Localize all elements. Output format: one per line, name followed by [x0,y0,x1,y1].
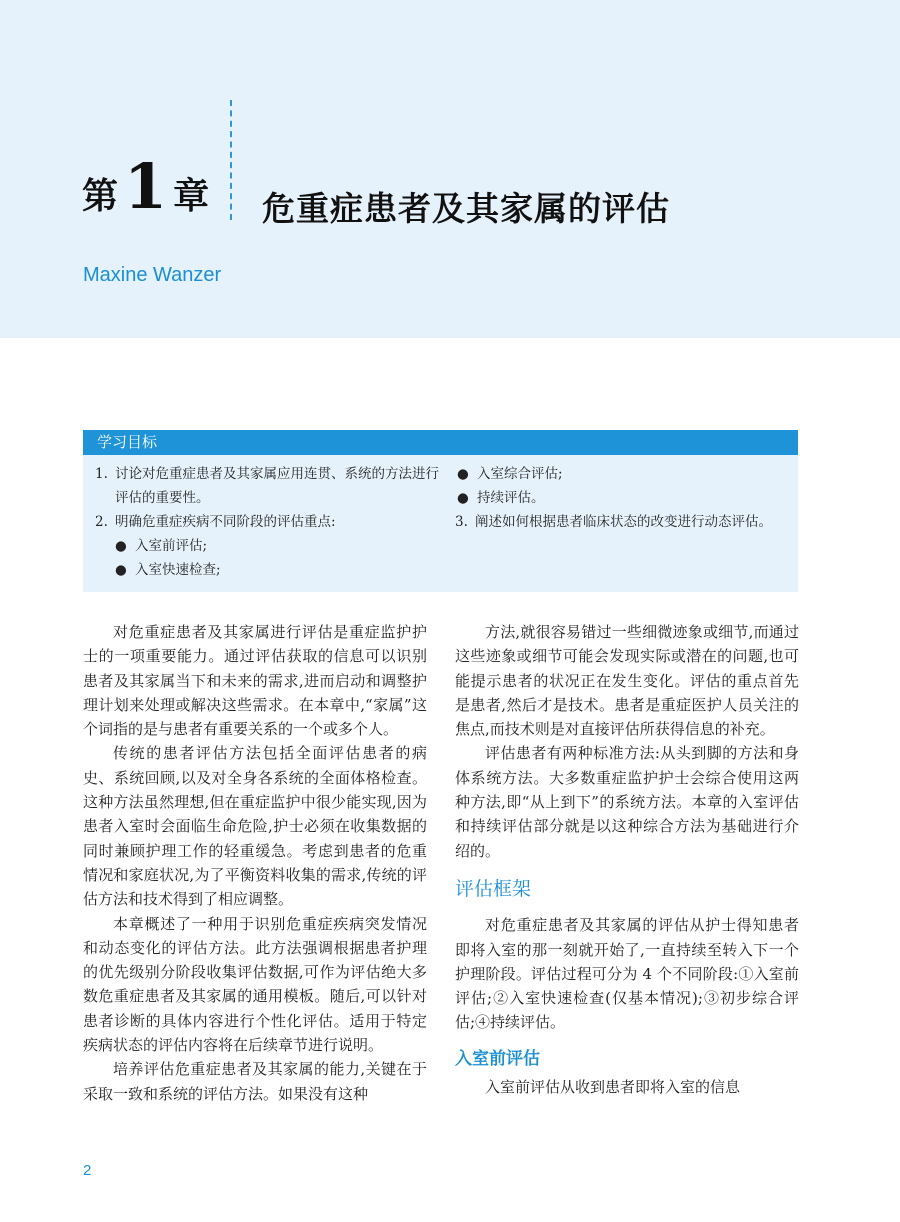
chapter-label [82,150,210,226]
body-paragraph: 评估患者有两种标准方法:从头到脚的方法和身体系统方法。大多数重症监护护士会综合使用这两种方法,即“从上到下”的系统方法。本章的入室评估和持续评估部分就是以这种综合方法为基础进行介绍的。 [455,744,799,860]
author-name: Maxine Wanzer [83,264,222,286]
objective-item [95,462,445,510]
objectives-right-column [455,462,795,534]
objective-text: 阐述如何根据患者临床状态的改变进行动态评估。 [475,514,772,530]
objective-bullet [455,462,795,486]
body-paragraph: 方法,就很容易错过一些细微迹象或细节,而通过这些迹象或细节可能会发现实际或潜在的问题,也可能提示患者的状况正在发生变化。评估的重点首先是患者,然后才是技术。患者是重症医护人员关注的焦点,而技术则是对直接评估所获得信息的补充。 [455,623,799,739]
chapter-prefix: 第 [82,175,119,217]
bullet-icon: ● [457,466,469,482]
body-paragraph: 培养评估危重症患者及其家属的能力,关键在于采取一致和系统的评估方法。如果没有这种 [83,1060,427,1103]
bullet-icon: ● [115,562,127,578]
bullet-icon: ● [457,490,469,506]
objective-number: 2. [95,514,108,530]
section-heading: 评估框架 [455,877,532,900]
body-paragraph: 本章概述了一种用于识别危重症疾病突发情况和动态变化的评估方法。此方法强调根据患者护理的优先级别分阶段收集评估数据,可作为评估绝大多数危重症患者及其家属的通用模板。随后,可以针对患者诊断的具体内容进行个性化评估。适用于特定疾病状态的评估内容将在后续章节进行说明。 [83,914,427,1055]
title-divider [230,100,232,220]
bullet-text: 入室快速检查; [135,562,221,578]
objective-number: 3. [455,514,468,530]
objective-text: 明确危重症疾病不同阶段的评估重点: [115,514,336,530]
bullet-text: 持续评估。 [477,490,545,506]
learning-objectives-box [83,430,798,592]
body-paragraph: 对危重症患者及其家属进行评估是重症监护护士的一项重要能力。通过评估获取的信息可以识别患者及其家属当下和未来的需求,进而启动和调整护理计划来处理或解决这些需求。在本章中,“家属”这个词指的是与患者有重要关系的一个或多个人。 [83,623,427,739]
learning-objectives-heading: 学习目标 [83,430,798,455]
bullet-text: 入室前评估; [135,538,208,554]
body-left-column [83,620,427,1106]
chapter-number: 1 [124,150,168,223]
objective-bullet [95,558,445,582]
page-number: 2 [83,1162,92,1179]
objective-text: 讨论对危重症患者及其家属应用连贯、系统的方法进行评估的重要性。 [115,466,439,506]
objective-number: 1. [95,466,108,482]
body-right-column [455,620,799,1099]
subsection-heading: 入室前评估 [455,1048,540,1069]
objective-bullet [95,534,445,558]
objective-bullet [455,486,795,510]
bullet-icon: ● [115,538,127,554]
body-paragraph: 对危重症患者及其家属的评估从护士得知患者即将入室的那一刻就开始了,一直持续至转入下一个护理阶段。评估过程可分为 4 个不同阶段:①入室前评估;②入室快速检查(仅基本情况);③初步综合评估;④持续评估。 [455,916,799,1032]
chapter-suffix: 章 [173,175,210,217]
chapter-title: 危重症患者及其家属的评估 [262,189,670,228]
bullet-text: 入室综合评估; [477,466,563,482]
body-paragraph: 传统的患者评估方法包括全面评估患者的病史、系统回顾,以及对全身各系统的全面体格检查。这种方法虽然理想,但在重症监护中很少能实现,因为患者入室时会面临生命危险,护士必须在收集数据的同时兼顾护理工作的轻重缓急。考虑到患者的危重情况和家庭状况,为了平衡资料收集的需求,传统的评估方法和技术得到了相应调整。 [83,744,427,909]
objectives-left-column [95,462,445,582]
objective-item [95,510,445,534]
objective-item [455,510,795,534]
body-paragraph: 入室前评估从收到患者即将入室的信息 [485,1078,741,1097]
